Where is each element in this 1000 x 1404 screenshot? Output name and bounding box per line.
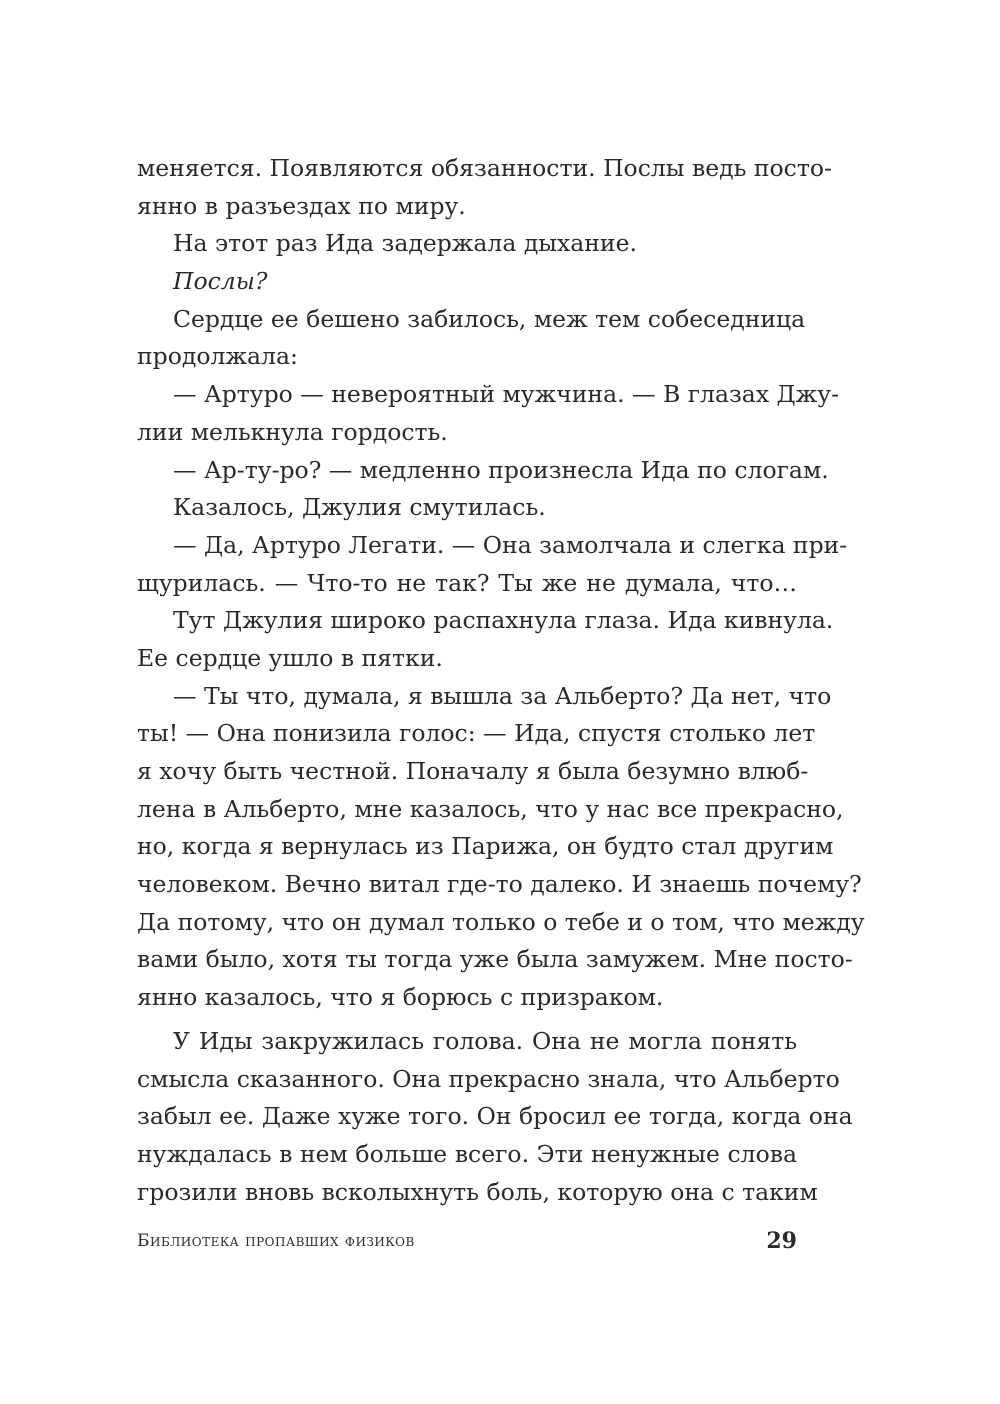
text-line: — Да, Артуро Легати. — Она замолчала и слегка при- [173, 530, 848, 559]
text-line: Да потому, что он думал только о тебе и о том, что между [137, 907, 865, 936]
page-number: 29 [766, 1228, 797, 1254]
text-line: но, когда я вернулась из Парижа, он будто стал другим [137, 832, 834, 861]
text-line: щурилась. — Что-то не так? Ты же не думала, что… [137, 568, 797, 597]
text-line: смысла сказанного. Она прекрасно знала, что Альберто [137, 1064, 840, 1093]
text-line: нуждалась в нем больше всего. Эти ненужные слова [137, 1139, 797, 1168]
text-line: грозили вновь всколыхнуть боль, которую она с таким [137, 1177, 818, 1206]
text-line: — Ты что, думала, я вышла за Альберто? Да нет, что [173, 681, 832, 710]
page-footer [137, 1225, 797, 1257]
text-line: вами было, хотя ты тогда уже была замужем. Мне посто- [137, 945, 853, 974]
text-line-italic: Послы? [173, 267, 268, 296]
text-line: На этот раз Ида задержала дыхание. [173, 229, 637, 258]
text-line: — Ар-ту-ро? — медленно произнесла Ида по слогам. [173, 455, 829, 484]
running-title: Библиотека пропавших физиков [137, 1231, 415, 1251]
text-line: лии мелькнула гордость. [137, 417, 448, 446]
text-line: ты! — Она понизила голос: — Ида, спустя столько лет [137, 719, 816, 748]
body-text [137, 150, 865, 1211]
text-line: лена в Альберто, мне казалось, что у нас все прекрасно, [137, 794, 844, 823]
text-line: Ее сердце ушло в пятки. [137, 643, 443, 672]
text-line: янно казалось, что я борюсь с призраком. [137, 983, 664, 1012]
text-line: янно в разъездах по миру. [137, 191, 466, 220]
text-line: Тут Джулия широко распахнула глаза. Ида кивнула. [173, 606, 834, 635]
text-line: Сердце ее бешено забилось, меж тем собеседница [173, 304, 806, 333]
text-line: я хочу быть честной. Поначалу я была безумно влюб- [137, 757, 809, 785]
text-line: продолжала: [137, 342, 298, 371]
text-line: — Артуро — невероятный мужчина. — В глазах Джу- [173, 380, 840, 409]
text-line: меняется. Появляются обязанности. Послы ведь посто- [137, 154, 832, 182]
text-line: человеком. Вечно витал где-то далеко. И знаешь почему? [137, 870, 862, 899]
text-line: забыл ее. Даже хуже того. Он бросил ее тогда, когда она [137, 1102, 853, 1131]
text-line: У Иды закружилась голова. Она не могла понять [173, 1026, 797, 1055]
text-line: Казалось, Джулия смутилась. [173, 493, 546, 522]
